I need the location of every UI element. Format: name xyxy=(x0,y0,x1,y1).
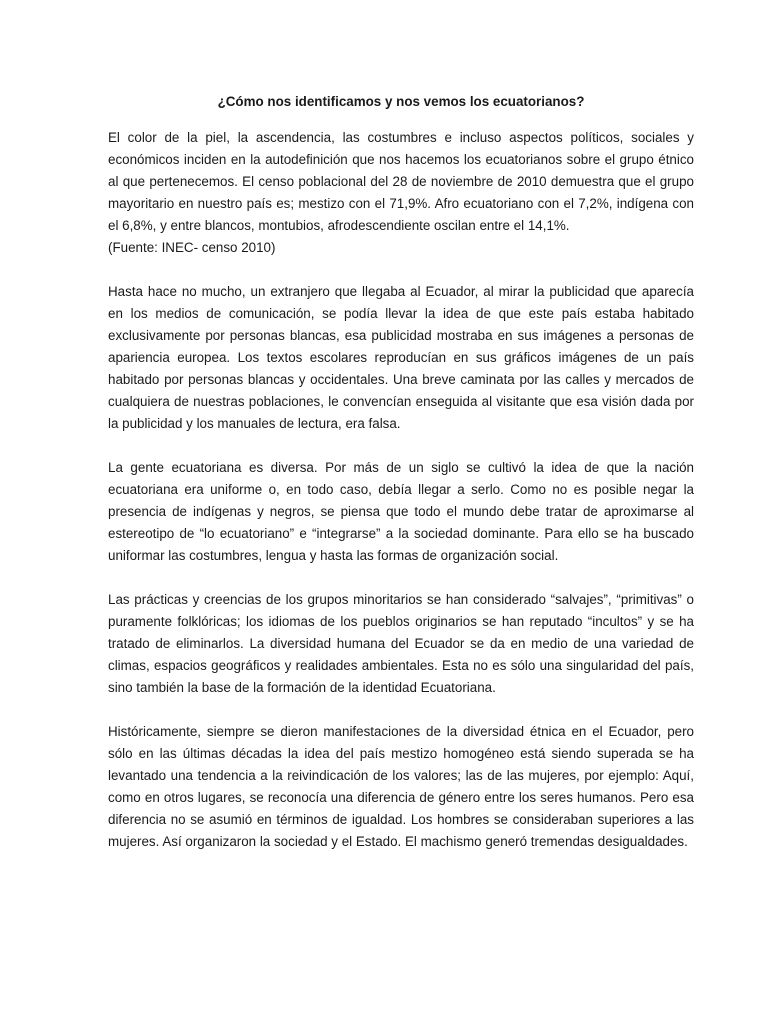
source-citation: (Fuente: INEC- censo 2010) xyxy=(108,240,276,255)
paragraph-census xyxy=(108,127,694,259)
paragraph-publicity: Hasta hace no mucho, un extranjero que llegaba al Ecuador, al mirar la publicidad que aparecía en los medios de comunicación, se podía llevar la idea de que este país estaba habitado exclusivamente por personas blancas, esa publicidad mostraba en sus imágenes a personas de apariencia europea. Los textos escolares reproducían en sus gráficos imágenes de un país habitado por personas blancas y occidentales. Una breve caminata por las calles y mercados de cualquiera de nuestras poblaciones, le convencían enseguida al visitante que esa visión dada por la publicidad y los manuales de lectura, era falsa. xyxy=(108,284,694,431)
document-title: ¿Cómo nos identificamos y nos vemos los ecuatorianos? xyxy=(217,94,585,109)
paragraph-census-text: El color de la piel, la ascendencia, las costumbres e incluso aspectos políticos, sociales y económicos inciden en la autodefinición que nos hacemos los ecuatorianos sobre el grupo étnico al que pertenecemos. El censo poblacional del 28 de noviembre de 2010 demuestra que el grupo mayoritario en nuestro país es; mestizo con el 71,9%. Afro ecuatoriano con el 7,2%, indígena con el 6,8%, y entre blancos, montubios, afrodescendiente oscilan entre el 14,1%. xyxy=(108,130,694,233)
paragraph-diversity: La gente ecuatoriana es diversa. Por más de un siglo se cultivó la idea de que la nación ecuatoriana era uniforme o, en todo caso, debía llegar a serlo. Como no es posible negar la presencia de indígenas y negros, se piensa que todo el mundo debe tratar de aproximarse al estereotipo de “lo ecuatoriano” e “integrarse” a la sociedad dominante. Para ello se ha buscado uniformar las costumbres, lengua y hasta las formas de organización social. xyxy=(108,460,694,563)
paragraph-history: Históricamente, siempre se dieron manifestaciones de la diversidad étnica en el Ecuador, pero sólo en las últimas décadas la idea del país mestizo homogéneo está siendo superada se ha levantado una tendencia a la reivindicación de los valores; las de las mujeres, por ejemplo: Aquí, como en otros lugares, se reconocía una diferencia de género entre los seres humanos. Pero esa diferencia no se asumió en términos de igualdad. Los hombres se consideraban superiores a las mujeres. Así organizaron la sociedad y el Estado. El machismo generó tremendas desigualdades. xyxy=(108,724,694,849)
paragraph-minorities: Las prácticas y creencias de los grupos minoritarios se han considerado “salvajes”, “primitivas” o puramente folklóricas; los idiomas de los pueblos originarios se han reputado “incultos” y se ha tratado de eliminarlos. La diversidad humana del Ecuador se da en medio de una variedad de climas, espacios geográficos y realidades ambientales. Esta no es sólo una singularidad del país, sino también la base de la formación de la identidad Ecuatoriana. xyxy=(108,592,694,695)
document-body xyxy=(108,93,694,875)
